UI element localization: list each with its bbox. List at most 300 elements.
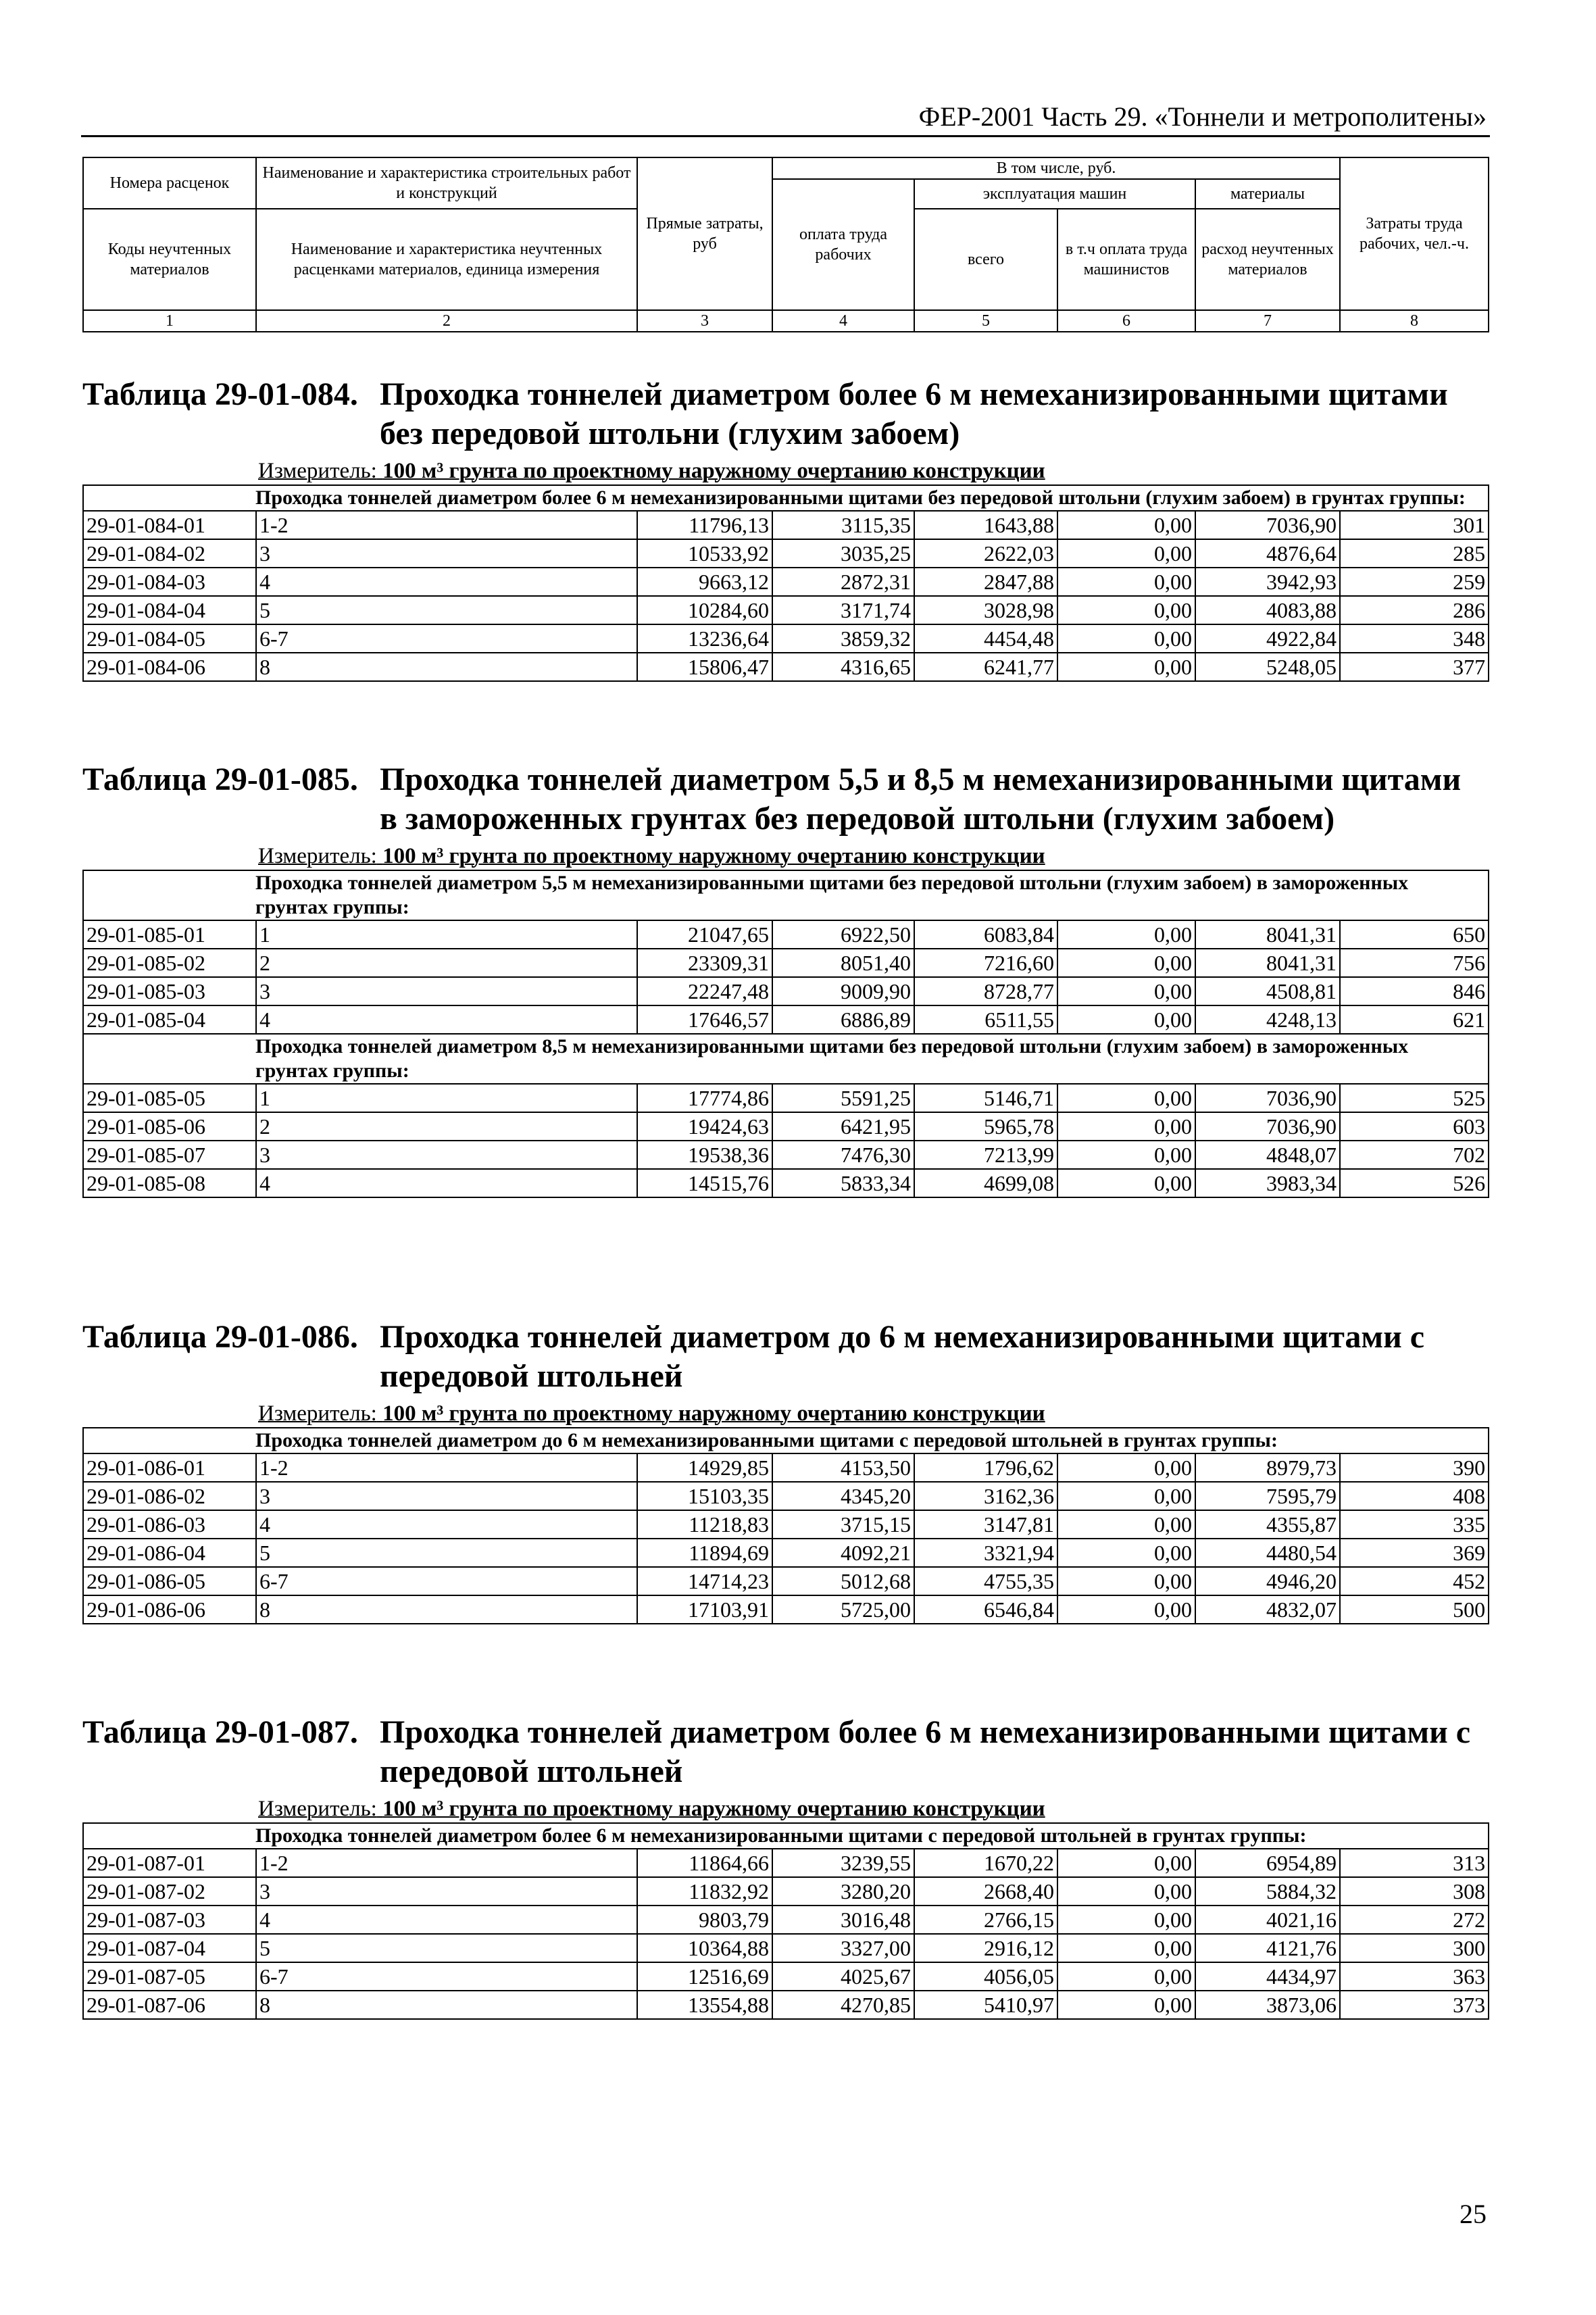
group-title: Проходка тоннелей диаметром 8,5 м немеханизированными щитами без передовой штольни (глухим забоем) в замороженных грунтах группы: xyxy=(83,1034,1489,1084)
table-cell: 3239,55 xyxy=(772,1849,914,1877)
table-cell: 702 xyxy=(1340,1141,1489,1169)
meter-line xyxy=(258,843,1488,870)
rate-code: 29-01-085-04 xyxy=(83,1005,256,1034)
rate-code: 29-01-085-02 xyxy=(83,949,256,977)
col-header-3: Прямые затраты, руб xyxy=(637,157,772,310)
table-label: Таблица 29-01-087. xyxy=(82,1714,358,1750)
rate-code: 29-01-085-08 xyxy=(83,1169,256,1197)
soil-group: 4 xyxy=(256,568,637,596)
group-title: Проходка тоннелей диаметром 5,5 м немеханизированными щитами без передовой штольни (глухим забоем) в замороженных грунтах группы: xyxy=(83,870,1489,920)
section-title xyxy=(82,1318,1488,1396)
table-cell: 3280,20 xyxy=(772,1877,914,1906)
col-header-group-materials: материалы xyxy=(1195,179,1340,209)
table-cell: 11796,13 xyxy=(637,511,772,539)
table-cell: 0,00 xyxy=(1057,1510,1195,1539)
col-header-7: расход неучтенных материалов xyxy=(1195,209,1340,310)
table-cell: 3942,93 xyxy=(1195,568,1340,596)
group-body xyxy=(83,1034,1489,1197)
section-title xyxy=(82,375,1488,453)
table-cell: 0,00 xyxy=(1057,920,1195,949)
table-cell: 14515,76 xyxy=(637,1169,772,1197)
table-cell: 621 xyxy=(1340,1005,1489,1034)
rates-table xyxy=(82,1822,1489,2020)
meter-prefix: Измеритель: xyxy=(258,1401,377,1426)
soil-group: 3 xyxy=(256,539,637,568)
rate-code: 29-01-087-02 xyxy=(83,1877,256,1906)
group-body xyxy=(83,485,1489,681)
col-header-2-top: Наименование и характеристика строительных работ и конструкций xyxy=(256,157,637,209)
table-row xyxy=(83,920,1489,949)
table-row xyxy=(83,1141,1489,1169)
group-title-row xyxy=(83,1428,1489,1453)
table-cell: 5884,32 xyxy=(1195,1877,1340,1906)
table-cell: 4922,84 xyxy=(1195,624,1340,653)
soil-group: 1 xyxy=(256,1084,637,1112)
rate-code: 29-01-087-04 xyxy=(83,1934,256,1962)
table-cell: 0,00 xyxy=(1057,568,1195,596)
table-cell: 650 xyxy=(1340,920,1489,949)
col-header-4: оплата труда рабочих xyxy=(772,179,914,310)
table-cell: 0,00 xyxy=(1057,1849,1195,1877)
table-cell: 0,00 xyxy=(1057,1567,1195,1595)
table-cell: 5833,34 xyxy=(772,1169,914,1197)
table-cell: 11894,69 xyxy=(637,1539,772,1567)
table-cell: 313 xyxy=(1340,1849,1489,1877)
table-cell: 9009,90 xyxy=(772,977,914,1005)
table-row xyxy=(83,624,1489,653)
rates-table xyxy=(82,484,1489,682)
table-cell: 286 xyxy=(1340,596,1489,624)
col-header-group-machines: эксплуатация машин xyxy=(914,179,1195,209)
soil-group: 8 xyxy=(256,1595,637,1624)
table-cell: 0,00 xyxy=(1057,1962,1195,1991)
group-title: Проходка тоннелей диаметром более 6 м немеханизированными щитами с передовой штольней в грунтах группы: xyxy=(83,1823,1489,1849)
table-cell: 4121,76 xyxy=(1195,1934,1340,1962)
table-cell: 0,00 xyxy=(1057,1141,1195,1169)
table-cell: 300 xyxy=(1340,1934,1489,1962)
table-row xyxy=(83,1112,1489,1141)
table-cell: 0,00 xyxy=(1057,977,1195,1005)
meter-prefix: Измеритель: xyxy=(258,1797,377,1821)
table-cell: 7213,99 xyxy=(914,1141,1057,1169)
table-cell: 17103,91 xyxy=(637,1595,772,1624)
table-cell: 3327,00 xyxy=(772,1934,914,1962)
table-row xyxy=(83,1539,1489,1567)
table-cell: 4092,21 xyxy=(772,1539,914,1567)
table-row xyxy=(83,1169,1489,1197)
soil-group: 8 xyxy=(256,1991,637,2019)
table-cell: 0,00 xyxy=(1057,511,1195,539)
group-title-row xyxy=(83,1034,1489,1084)
rate-code: 29-01-085-05 xyxy=(83,1084,256,1112)
table-cell: 0,00 xyxy=(1057,539,1195,568)
table-cell: 4248,13 xyxy=(1195,1005,1340,1034)
soil-group: 3 xyxy=(256,977,637,1005)
table-cell: 0,00 xyxy=(1057,1005,1195,1034)
table-cell: 14714,23 xyxy=(637,1567,772,1595)
table-cell: 17646,57 xyxy=(637,1005,772,1034)
table-row xyxy=(83,977,1489,1005)
table-cell: 0,00 xyxy=(1057,1595,1195,1624)
table-cell: 7595,79 xyxy=(1195,1482,1340,1510)
table-cell: 6954,89 xyxy=(1195,1849,1340,1877)
group-body xyxy=(83,870,1489,1034)
table-row xyxy=(83,1005,1489,1034)
soil-group: 3 xyxy=(256,1141,637,1169)
table-cell: 8728,77 xyxy=(914,977,1057,1005)
table-cell: 0,00 xyxy=(1057,1169,1195,1197)
table-cell: 23309,31 xyxy=(637,949,772,977)
table-cell: 259 xyxy=(1340,568,1489,596)
table-cell: 525 xyxy=(1340,1084,1489,1112)
table-cell: 0,00 xyxy=(1057,949,1195,977)
table-cell: 4832,07 xyxy=(1195,1595,1340,1624)
rate-code: 29-01-086-06 xyxy=(83,1595,256,1624)
table-cell: 11864,66 xyxy=(637,1849,772,1877)
table-cell: 6241,77 xyxy=(914,653,1057,681)
col-header-1-top: Номера расценок xyxy=(83,157,256,209)
table-row xyxy=(83,949,1489,977)
table-cell: 11218,83 xyxy=(637,1510,772,1539)
table-cell: 408 xyxy=(1340,1482,1489,1510)
table-cell: 756 xyxy=(1340,949,1489,977)
rate-code: 29-01-086-01 xyxy=(83,1453,256,1482)
table-title: Проходка тоннелей диаметром до 6 м немеханизированными щитами с передовой штольней xyxy=(380,1319,1425,1394)
table-cell: 21047,65 xyxy=(637,920,772,949)
rate-code: 29-01-084-05 xyxy=(83,624,256,653)
table-cell: 10364,88 xyxy=(637,1934,772,1962)
table-title: Проходка тоннелей диаметром более 6 м немеханизированными щитами без передовой штольни (глухим забоем) xyxy=(380,376,1448,451)
table-row xyxy=(83,511,1489,539)
table-cell: 4755,35 xyxy=(914,1567,1057,1595)
group-title-row xyxy=(83,485,1489,511)
table-cell: 3859,32 xyxy=(772,624,914,653)
table-cell: 308 xyxy=(1340,1877,1489,1906)
group-body xyxy=(83,1428,1489,1624)
table-label: Таблица 29-01-085. xyxy=(82,762,358,797)
table-cell: 5965,78 xyxy=(914,1112,1057,1141)
rate-code: 29-01-087-05 xyxy=(83,1962,256,1991)
table-row xyxy=(83,1934,1489,1962)
table-cell: 1643,88 xyxy=(914,511,1057,539)
table-row xyxy=(83,596,1489,624)
table-cell: 10284,60 xyxy=(637,596,772,624)
table-cell: 363 xyxy=(1340,1962,1489,1991)
table-cell: 4480,54 xyxy=(1195,1539,1340,1567)
table-row xyxy=(83,1084,1489,1112)
table-cell: 9803,79 xyxy=(637,1906,772,1934)
table-cell: 22247,48 xyxy=(637,977,772,1005)
meter-line xyxy=(258,457,1488,484)
soil-group: 5 xyxy=(256,1934,637,1962)
table-cell: 0,00 xyxy=(1057,1453,1195,1482)
table-row xyxy=(83,1991,1489,2019)
table-cell: 369 xyxy=(1340,1539,1489,1567)
rate-code: 29-01-085-03 xyxy=(83,977,256,1005)
rate-code: 29-01-084-01 xyxy=(83,511,256,539)
meter-value: 100 м³ грунта по проектному наружному очертанию конструкции xyxy=(382,844,1045,868)
table-cell: 2766,15 xyxy=(914,1906,1057,1934)
soil-group: 1-2 xyxy=(256,1453,637,1482)
page-header: ФЕР-2001 Часть 29. «Тоннели и метрополитены» xyxy=(918,101,1487,132)
table-cell: 19538,36 xyxy=(637,1141,772,1169)
rate-code: 29-01-084-04 xyxy=(83,596,256,624)
table-row xyxy=(83,539,1489,568)
soil-group: 1-2 xyxy=(256,1849,637,1877)
table-cell: 14929,85 xyxy=(637,1453,772,1482)
table-cell: 4699,08 xyxy=(914,1169,1057,1197)
group-title: Проходка тоннелей диаметром до 6 м немеханизированными щитами с передовой штольней в грунтах группы: xyxy=(83,1428,1489,1453)
table-cell: 2847,88 xyxy=(914,568,1057,596)
table-row xyxy=(83,1453,1489,1482)
table-row xyxy=(83,1906,1489,1934)
table-cell: 9663,12 xyxy=(637,568,772,596)
rate-code: 29-01-087-01 xyxy=(83,1849,256,1877)
table-row xyxy=(83,653,1489,681)
table-cell: 846 xyxy=(1340,977,1489,1005)
table-cell: 10533,92 xyxy=(637,539,772,568)
rate-code: 29-01-087-06 xyxy=(83,1991,256,2019)
table-cell: 13236,64 xyxy=(637,624,772,653)
rate-code: 29-01-086-03 xyxy=(83,1510,256,1539)
meter-line xyxy=(258,1400,1488,1427)
section-title xyxy=(82,1713,1488,1791)
rate-code: 29-01-084-02 xyxy=(83,539,256,568)
table-cell: 6511,55 xyxy=(914,1005,1057,1034)
table-cell: 3028,98 xyxy=(914,596,1057,624)
table-title: Проходка тоннелей диаметром 5,5 и 8,5 м немеханизированными щитами в замороженных грунтах без передовой штольни (глухим забоем) xyxy=(380,762,1462,837)
table-cell: 4316,65 xyxy=(772,653,914,681)
table-cell: 3983,34 xyxy=(1195,1169,1340,1197)
col-number: 3 xyxy=(637,310,772,332)
soil-group: 2 xyxy=(256,949,637,977)
table-cell: 6922,50 xyxy=(772,920,914,949)
table-cell: 4946,20 xyxy=(1195,1567,1340,1595)
table-cell: 390 xyxy=(1340,1453,1489,1482)
table-cell: 4270,85 xyxy=(772,1991,914,2019)
soil-group: 1 xyxy=(256,920,637,949)
table-cell: 2668,40 xyxy=(914,1877,1057,1906)
col-number: 7 xyxy=(1195,310,1340,332)
table-row xyxy=(83,568,1489,596)
table-cell: 7476,30 xyxy=(772,1141,914,1169)
section-title xyxy=(82,760,1488,839)
soil-group: 5 xyxy=(256,596,637,624)
col-header-group-total: В том числе, руб. xyxy=(772,157,1340,179)
rate-code: 29-01-084-06 xyxy=(83,653,256,681)
page-number: 25 xyxy=(1460,2199,1487,2229)
table-row xyxy=(83,1962,1489,1991)
table-cell: 377 xyxy=(1340,653,1489,681)
soil-group: 4 xyxy=(256,1005,637,1034)
col-header-1-bottom: Коды неучтенных материалов xyxy=(83,209,256,310)
table-cell: 6421,95 xyxy=(772,1112,914,1141)
col-number: 1 xyxy=(83,310,256,332)
table-cell: 8979,73 xyxy=(1195,1453,1340,1482)
table-cell: 5146,71 xyxy=(914,1084,1057,1112)
table-cell: 452 xyxy=(1340,1567,1489,1595)
table-cell: 4434,97 xyxy=(1195,1962,1340,1991)
table-cell: 4355,87 xyxy=(1195,1510,1340,1539)
table-cell: 301 xyxy=(1340,511,1489,539)
rate-code: 29-01-087-03 xyxy=(83,1906,256,1934)
table-cell: 4876,64 xyxy=(1195,539,1340,568)
table-cell: 3016,48 xyxy=(772,1906,914,1934)
table-cell: 272 xyxy=(1340,1906,1489,1934)
soil-group: 1-2 xyxy=(256,511,637,539)
table-cell: 8041,31 xyxy=(1195,920,1340,949)
table-cell: 13554,88 xyxy=(637,1991,772,2019)
table-cell: 285 xyxy=(1340,539,1489,568)
table-cell: 3873,06 xyxy=(1195,1991,1340,2019)
table-cell: 1796,62 xyxy=(914,1453,1057,1482)
table-cell: 0,00 xyxy=(1057,1482,1195,1510)
table-row xyxy=(83,1595,1489,1624)
table-cell: 7036,90 xyxy=(1195,1084,1340,1112)
soil-group: 4 xyxy=(256,1510,637,1539)
table-cell: 6546,84 xyxy=(914,1595,1057,1624)
table-cell: 3147,81 xyxy=(914,1510,1057,1539)
col-number: 4 xyxy=(772,310,914,332)
table-cell: 0,00 xyxy=(1057,1084,1195,1112)
meter-line xyxy=(258,1795,1488,1822)
table-cell: 5248,05 xyxy=(1195,653,1340,681)
table-cell: 500 xyxy=(1340,1595,1489,1624)
table-cell: 0,00 xyxy=(1057,653,1195,681)
table-cell: 0,00 xyxy=(1057,1112,1195,1141)
table-cell: 8041,31 xyxy=(1195,949,1340,977)
table-cell: 11832,92 xyxy=(637,1877,772,1906)
table-cell: 3321,94 xyxy=(914,1539,1057,1567)
group-body xyxy=(83,1823,1489,2019)
group-title-row xyxy=(83,1823,1489,1849)
table-cell: 12516,69 xyxy=(637,1962,772,1991)
table-cell: 4508,81 xyxy=(1195,977,1340,1005)
table-cell: 19424,63 xyxy=(637,1112,772,1141)
table-cell: 0,00 xyxy=(1057,1906,1195,1934)
table-cell: 5410,97 xyxy=(914,1991,1057,2019)
table-cell: 4056,05 xyxy=(914,1962,1057,1991)
table-cell: 3715,15 xyxy=(772,1510,914,1539)
table-cell: 4345,20 xyxy=(772,1482,914,1510)
table-cell: 6886,89 xyxy=(772,1005,914,1034)
table-cell: 1670,22 xyxy=(914,1849,1057,1877)
section-29-01-086 xyxy=(82,1318,1488,1624)
table-cell: 5591,25 xyxy=(772,1084,914,1112)
table-cell: 7036,90 xyxy=(1195,1112,1340,1141)
header-rule xyxy=(81,135,1490,137)
table-row xyxy=(83,1567,1489,1595)
meter-value: 100 м³ грунта по проектному наружному очертанию конструкции xyxy=(382,459,1045,483)
table-cell: 0,00 xyxy=(1057,596,1195,624)
table-cell: 373 xyxy=(1340,1991,1489,2019)
table-cell: 3162,36 xyxy=(914,1482,1057,1510)
rate-code: 29-01-086-04 xyxy=(83,1539,256,1567)
col-number: 8 xyxy=(1340,310,1489,332)
table-cell: 4083,88 xyxy=(1195,596,1340,624)
table-cell: 348 xyxy=(1340,624,1489,653)
col-header-8: Затраты труда рабочих, чел.-ч. xyxy=(1340,157,1489,310)
rate-code: 29-01-086-05 xyxy=(83,1567,256,1595)
table-cell: 5725,00 xyxy=(772,1595,914,1624)
rate-code: 29-01-085-07 xyxy=(83,1141,256,1169)
section-29-01-087 xyxy=(82,1713,1488,2020)
table-cell: 0,00 xyxy=(1057,624,1195,653)
table-cell: 4153,50 xyxy=(772,1453,914,1482)
meter-value: 100 м³ грунта по проектному наружному очертанию конструкции xyxy=(382,1797,1045,1821)
table-row xyxy=(83,1849,1489,1877)
rate-code: 29-01-086-02 xyxy=(83,1482,256,1510)
soil-group: 6-7 xyxy=(256,1962,637,1991)
table-cell: 526 xyxy=(1340,1169,1489,1197)
section-29-01-085 xyxy=(82,760,1488,1198)
table-cell: 17774,86 xyxy=(637,1084,772,1112)
col-number: 2 xyxy=(256,310,637,332)
table-cell: 15103,35 xyxy=(637,1482,772,1510)
soil-group: 8 xyxy=(256,653,637,681)
table-cell: 603 xyxy=(1340,1112,1489,1141)
table-cell: 4454,48 xyxy=(914,624,1057,653)
table-cell: 2622,03 xyxy=(914,539,1057,568)
table-cell: 0,00 xyxy=(1057,1539,1195,1567)
col-number: 5 xyxy=(914,310,1057,332)
soil-group: 6-7 xyxy=(256,624,637,653)
table-cell: 3035,25 xyxy=(772,539,914,568)
table-cell: 2916,12 xyxy=(914,1934,1057,1962)
table-cell: 4021,16 xyxy=(1195,1906,1340,1934)
rate-code: 29-01-085-01 xyxy=(83,920,256,949)
table-cell: 6083,84 xyxy=(914,920,1057,949)
table-cell: 3171,74 xyxy=(772,596,914,624)
table-cell: 0,00 xyxy=(1057,1877,1195,1906)
meter-prefix: Измеритель: xyxy=(258,459,377,483)
column-header-table xyxy=(82,157,1489,332)
table-cell: 7216,60 xyxy=(914,949,1057,977)
table-cell: 7036,90 xyxy=(1195,511,1340,539)
soil-group: 2 xyxy=(256,1112,637,1141)
table-row xyxy=(83,1510,1489,1539)
table-cell: 15806,47 xyxy=(637,653,772,681)
table-cell: 5012,68 xyxy=(772,1567,914,1595)
table-row xyxy=(83,1482,1489,1510)
group-title-row xyxy=(83,870,1489,920)
table-label: Таблица 29-01-086. xyxy=(82,1319,358,1355)
table-cell: 0,00 xyxy=(1057,1934,1195,1962)
table-title: Проходка тоннелей диаметром более 6 м немеханизированными щитами с передовой штольней xyxy=(380,1714,1471,1789)
soil-group: 5 xyxy=(256,1539,637,1567)
col-header-6: в т.ч оплата труда машинистов xyxy=(1057,209,1195,310)
soil-group: 4 xyxy=(256,1169,637,1197)
section-29-01-084 xyxy=(82,375,1488,682)
table-label: Таблица 29-01-084. xyxy=(82,376,358,412)
table-cell: 2872,31 xyxy=(772,568,914,596)
rates-table xyxy=(82,1427,1489,1624)
rate-code: 29-01-084-03 xyxy=(83,568,256,596)
soil-group: 3 xyxy=(256,1877,637,1906)
meter-value: 100 м³ грунта по проектному наружному очертанию конструкции xyxy=(382,1401,1045,1426)
table-cell: 0,00 xyxy=(1057,1991,1195,2019)
rates-table xyxy=(82,870,1489,1198)
soil-group: 4 xyxy=(256,1906,637,1934)
soil-group: 6-7 xyxy=(256,1567,637,1595)
col-number: 6 xyxy=(1057,310,1195,332)
col-header-5: всего xyxy=(914,209,1057,310)
table-cell: 3115,35 xyxy=(772,511,914,539)
table-cell: 4025,67 xyxy=(772,1962,914,1991)
table-cell: 335 xyxy=(1340,1510,1489,1539)
table-cell: 8051,40 xyxy=(772,949,914,977)
soil-group: 3 xyxy=(256,1482,637,1510)
